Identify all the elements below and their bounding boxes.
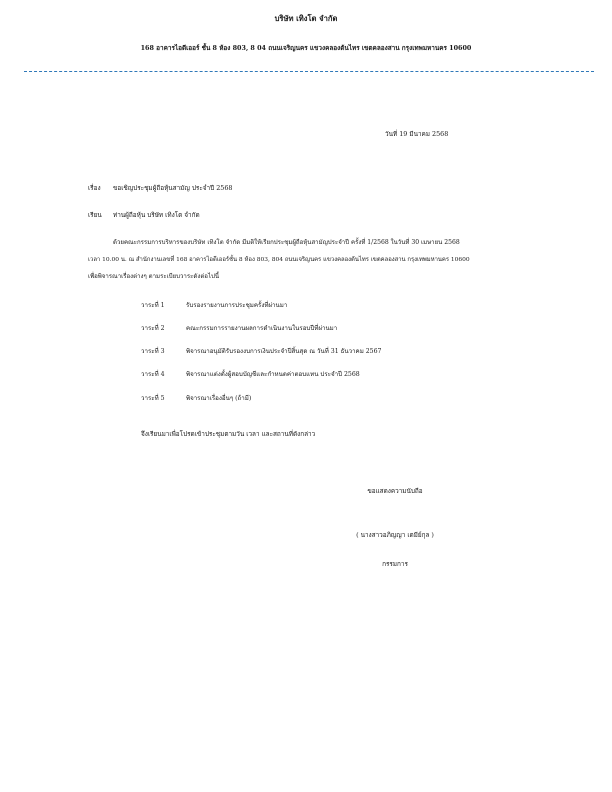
closing-salutation: ขอแสดงความนับถือ xyxy=(367,487,423,495)
agenda-text-4: พิจารณาแต่งตั้งผู้สอบบัญชีและกำหนดค่าตอบแทน ประจำปี 2568 xyxy=(186,371,360,378)
agenda-text-3: พิจารณาอนุมัติรับรองงบการเงินประจำปีสิ้นสุด ณ วันที่ 31 ธันวาคม 2567 xyxy=(186,348,382,355)
subject-label: เรื่อง xyxy=(88,184,101,192)
signatory-name: ( นางสาวอภิญญา เตมีย์กุล ) xyxy=(356,531,434,539)
agenda-label-4: วาระที่ 4 xyxy=(141,371,165,378)
agenda-label-3: วาระที่ 3 xyxy=(141,348,165,355)
header-divider xyxy=(24,71,594,72)
agenda-text-5: พิจารณาเรื่องอื่นๆ (ถ้ามี) xyxy=(186,395,252,402)
agenda-text-2: คณะกรรมการรายงานผลการดำเนินงานในรอบปีที่ผ่านมา xyxy=(186,325,338,332)
agenda-label-5: วาระที่ 5 xyxy=(141,395,165,402)
letter-date: วันที่ 19 มีนาคม 2568 xyxy=(385,130,449,138)
agenda-label-2: วาระที่ 2 xyxy=(141,325,165,332)
recipient-text: ท่านผู้ถือหุ้น บริษัท เทิงโต จำกัด xyxy=(113,211,200,219)
signatory-position: กรรมการ xyxy=(382,560,408,568)
agenda-text-1: รับรองรายงานการประชุมครั้งที่ผ่านมา xyxy=(186,302,288,309)
subject-text: ขอเชิญประชุมผู้ถือหุ้นสามัญ ประจำปี 2568 xyxy=(113,184,233,192)
closing-invitation: จึงเรียนมาเพื่อโปรดเข้าประชุมตามวัน เวลา และสถานที่ดังกล่าว xyxy=(141,430,316,438)
company-address: 168 อาคารไอดีเออร์ ชั้น 8 ห้อง 803, 8 04 ถนนเจริญนคร แขวงคลองต้นไทร เขตคลองสาน กรุงเทพมหานคร 10600 xyxy=(140,44,472,52)
body-line-2: เวลา 10.00 น. ณ สำนักงานเลขที่ 168 อาคารไอดีเออร์ชั้น 8 ห้อง 803, 804 ถนนเจริญนคร แขวงคลองต้นไทร เขตคลองสาน กรุงเทพมหานคร 10600 xyxy=(88,257,470,263)
company-name: บริษัท เทิงโต จำกัด xyxy=(274,14,338,23)
agenda-label-1: วาระที่ 1 xyxy=(141,302,165,309)
body-line-3: เพื่อพิจารณาเรื่องต่างๆ ตามระเบียบวาระดังต่อไปนี้ xyxy=(88,273,220,280)
recipient-label: เรียน xyxy=(88,211,102,219)
body-line-1: ด้วยคณะกรรมการบริหารของบริษัท เทิงโต จำกัด มีมติให้เรียกประชุมผู้ถือหุ้นสามัญประจำปี ครั้งที่ 1/2568 ในวันที่ 30 เมษายน 2568 xyxy=(113,239,460,246)
